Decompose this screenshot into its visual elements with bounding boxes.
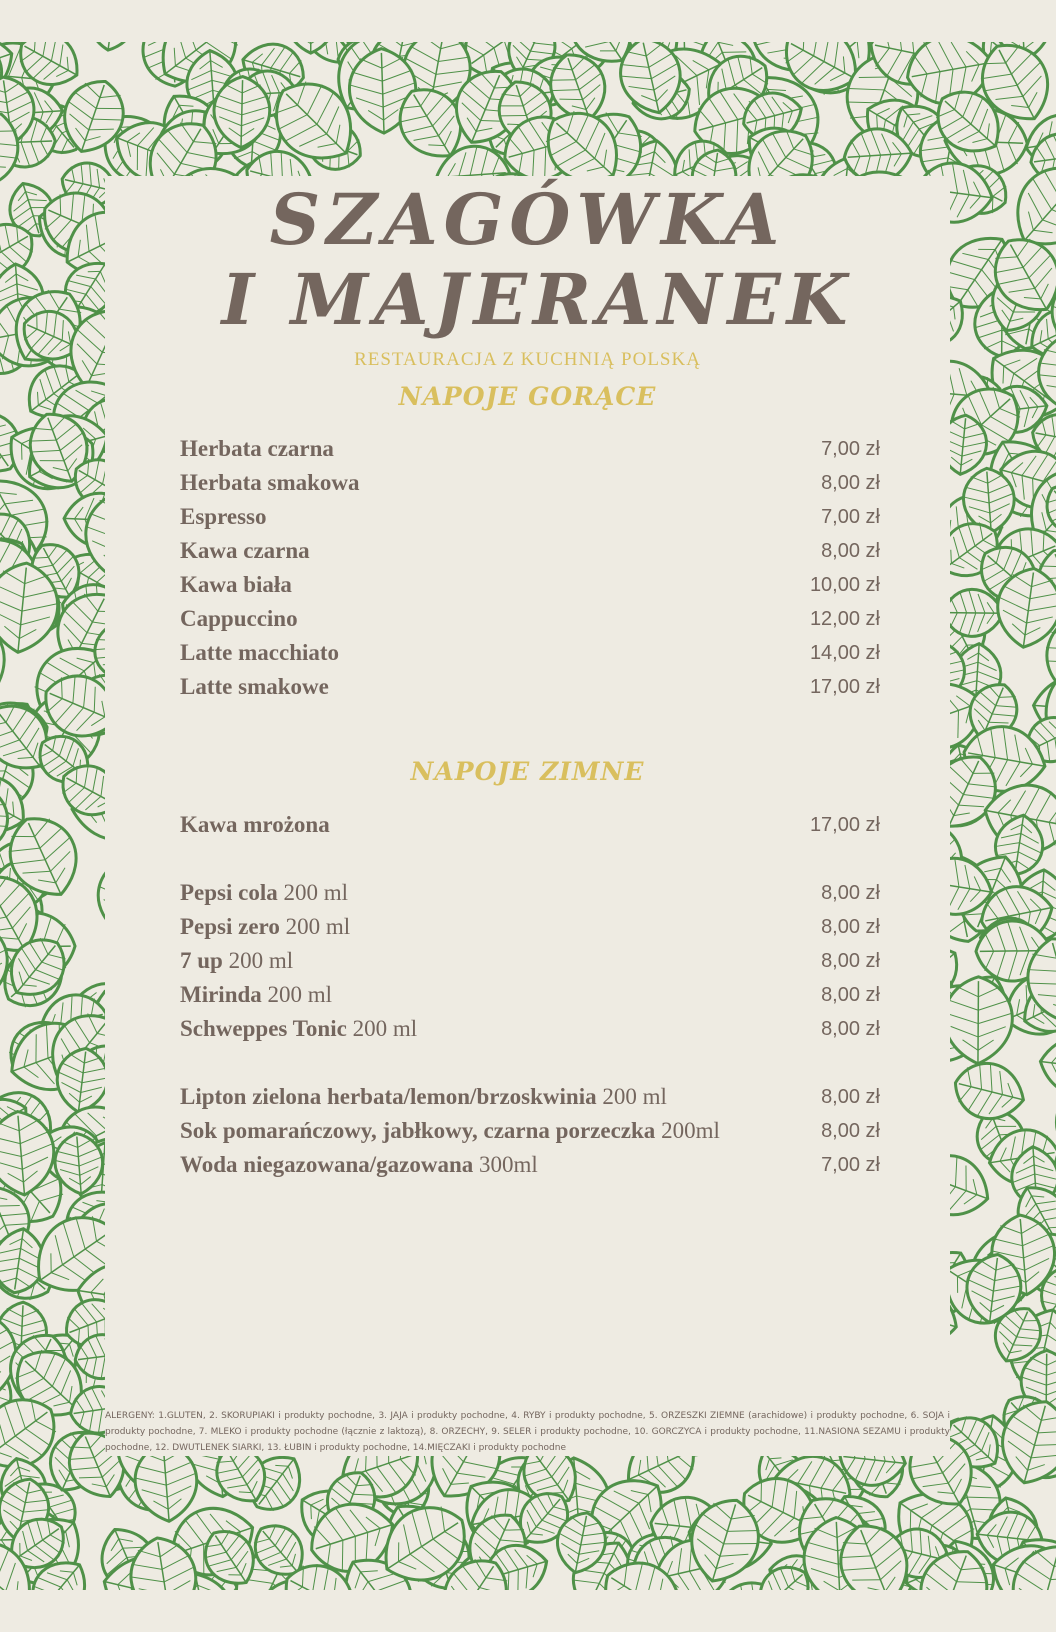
- menu-item: [180, 466, 880, 500]
- menu-item: [180, 568, 880, 602]
- menu-item-size: 200ml: [661, 1118, 720, 1143]
- menu-item-size: 200 ml: [228, 948, 294, 973]
- menu-item-price: 8,00 zł: [821, 916, 880, 938]
- section-title-hot-drinks: NAPOJE GORĄCE: [398, 382, 657, 411]
- menu-item-text: [180, 910, 740, 944]
- hot-drinks-list: [180, 432, 880, 704]
- menu-item-size: 200 ml: [267, 982, 333, 1007]
- menu-item-name: Pepsi cola: [180, 880, 278, 905]
- menu-item-name: Herbata smakowa: [180, 470, 360, 495]
- menu-item-text: [180, 534, 740, 568]
- menu-item-name: Lipton zielona herbata/lemon/brzoskwinia: [180, 1084, 597, 1109]
- menu-panel: [105, 176, 950, 1456]
- menu-item-name: Sok pomarańczowy, jabłkowy, czarna porzeczka: [180, 1118, 656, 1143]
- menu-item: [180, 636, 880, 670]
- menu-item-name: Espresso: [180, 504, 267, 529]
- menu-item-price: 8,00 zł: [821, 1120, 880, 1142]
- menu-item: [180, 978, 880, 1012]
- menu-item-name: Woda niegazowana/gazowana: [180, 1152, 474, 1177]
- menu-item-price: 7,00 zł: [821, 1154, 880, 1176]
- menu-item-price: 8,00 zł: [821, 950, 880, 972]
- menu-item-price: 17,00 zł: [809, 814, 880, 836]
- menu-item-price: 14,00 zł: [809, 642, 880, 664]
- menu-item: [180, 808, 880, 842]
- menu-item-text: [180, 670, 740, 704]
- menu-item-text: [180, 1114, 740, 1148]
- menu-item-name: Kawa biała: [180, 572, 292, 597]
- menu-item-text: [180, 1148, 740, 1182]
- restaurant-title-line2: I MAJERANEK: [221, 258, 854, 341]
- menu-item-name: Kawa mrożona: [180, 812, 330, 837]
- menu-item: [180, 910, 880, 944]
- restaurant-title-line1: SZAGÓWKA: [269, 178, 786, 261]
- menu-item-price: 10,00 zł: [809, 574, 880, 596]
- menu-item-size: 300ml: [479, 1152, 538, 1177]
- menu-item-price: 8,00 zł: [821, 1018, 880, 1040]
- menu-item-size: 200 ml: [352, 1016, 418, 1041]
- menu-item-name: Herbata czarna: [180, 436, 334, 461]
- menu-item: [180, 432, 880, 466]
- menu-item-size: 200 ml: [283, 880, 349, 905]
- menu-item-price: 8,00 zł: [821, 472, 880, 494]
- menu-item-price: 8,00 zł: [821, 882, 880, 904]
- menu-item-text: [180, 978, 740, 1012]
- menu-item-name: Mirinda: [180, 982, 262, 1007]
- menu-item-price: 8,00 zł: [821, 1086, 880, 1108]
- menu-item-text: [180, 568, 740, 602]
- menu-item-text: [180, 602, 740, 636]
- menu-item-price: 8,00 zł: [821, 984, 880, 1006]
- menu-item: [180, 944, 880, 978]
- menu-item-text: [180, 432, 740, 466]
- menu-item-text: [180, 466, 740, 500]
- menu-item-price: 17,00 zł: [809, 676, 880, 698]
- menu-item-name: Kawa czarna: [180, 538, 310, 563]
- menu-item: [180, 1012, 880, 1046]
- menu-item-text: [180, 808, 740, 842]
- allergens-note: ALERGENY: 1.GLUTEN, 2. SKORUPIAKI i produkty pochodne, 3. JAJA i produkty pochodne, 4. RYBY i produkty pochodne, 5. ORZESZKI ZIEMNE (arachidowe) i produkty pochodne, 6. SOJA i produkty pochodne, 7. MLEKO i produkty pochodne (łącznie z laktozą), 8. ORZECHY, 9. SELER i produkty pochodne, 10. GORCZYCA i produkty pochodne, 11.NASIONA SEZAMU i produkty pochodne, 12. DWUTLENEK SIARKI, 13. ŁUBIN i produkty pochodne, 14.MIĘCZAKI i produkty pochodne: [105, 1411, 950, 1453]
- menu-item-name: Latte smakowe: [180, 674, 329, 699]
- menu-item: [180, 876, 880, 910]
- menu-item-price: 8,00 zł: [821, 540, 880, 562]
- menu-item-text: [180, 500, 740, 534]
- menu-item-size: 200 ml: [602, 1084, 667, 1109]
- menu-item-name: Cappuccino: [180, 606, 298, 631]
- cold-drinks-list: [180, 808, 880, 1182]
- menu-item-price: 12,00 zł: [809, 608, 880, 630]
- menu-item-text: [180, 636, 740, 670]
- menu-item-name: Latte macchiato: [180, 640, 340, 665]
- menu-item-text: [180, 1080, 740, 1114]
- menu-item: [180, 602, 880, 636]
- section-title-cold-drinks: NAPOJE ZIMNE: [410, 757, 645, 786]
- menu-item-name: Schweppes Tonic: [180, 1016, 347, 1041]
- menu-item-text: [180, 876, 740, 910]
- menu-item-price: 7,00 zł: [821, 506, 880, 528]
- menu-item: [180, 1148, 880, 1182]
- menu-item-text: [180, 1012, 740, 1046]
- menu-item-text: [180, 944, 740, 978]
- menu-item-size: 200 ml: [285, 914, 351, 939]
- restaurant-subtitle: RESTAURACJA Z KUCHNIĄ POLSKĄ: [354, 349, 701, 370]
- menu-item: [180, 670, 880, 704]
- menu-item: [180, 1114, 880, 1148]
- menu-item: [180, 1080, 880, 1114]
- menu-item-price: 7,00 zł: [821, 438, 880, 460]
- menu-item-name: Pepsi zero: [180, 914, 280, 939]
- menu-item: [180, 534, 880, 568]
- menu-item-name: 7 up: [180, 948, 223, 973]
- menu-item: [180, 500, 880, 534]
